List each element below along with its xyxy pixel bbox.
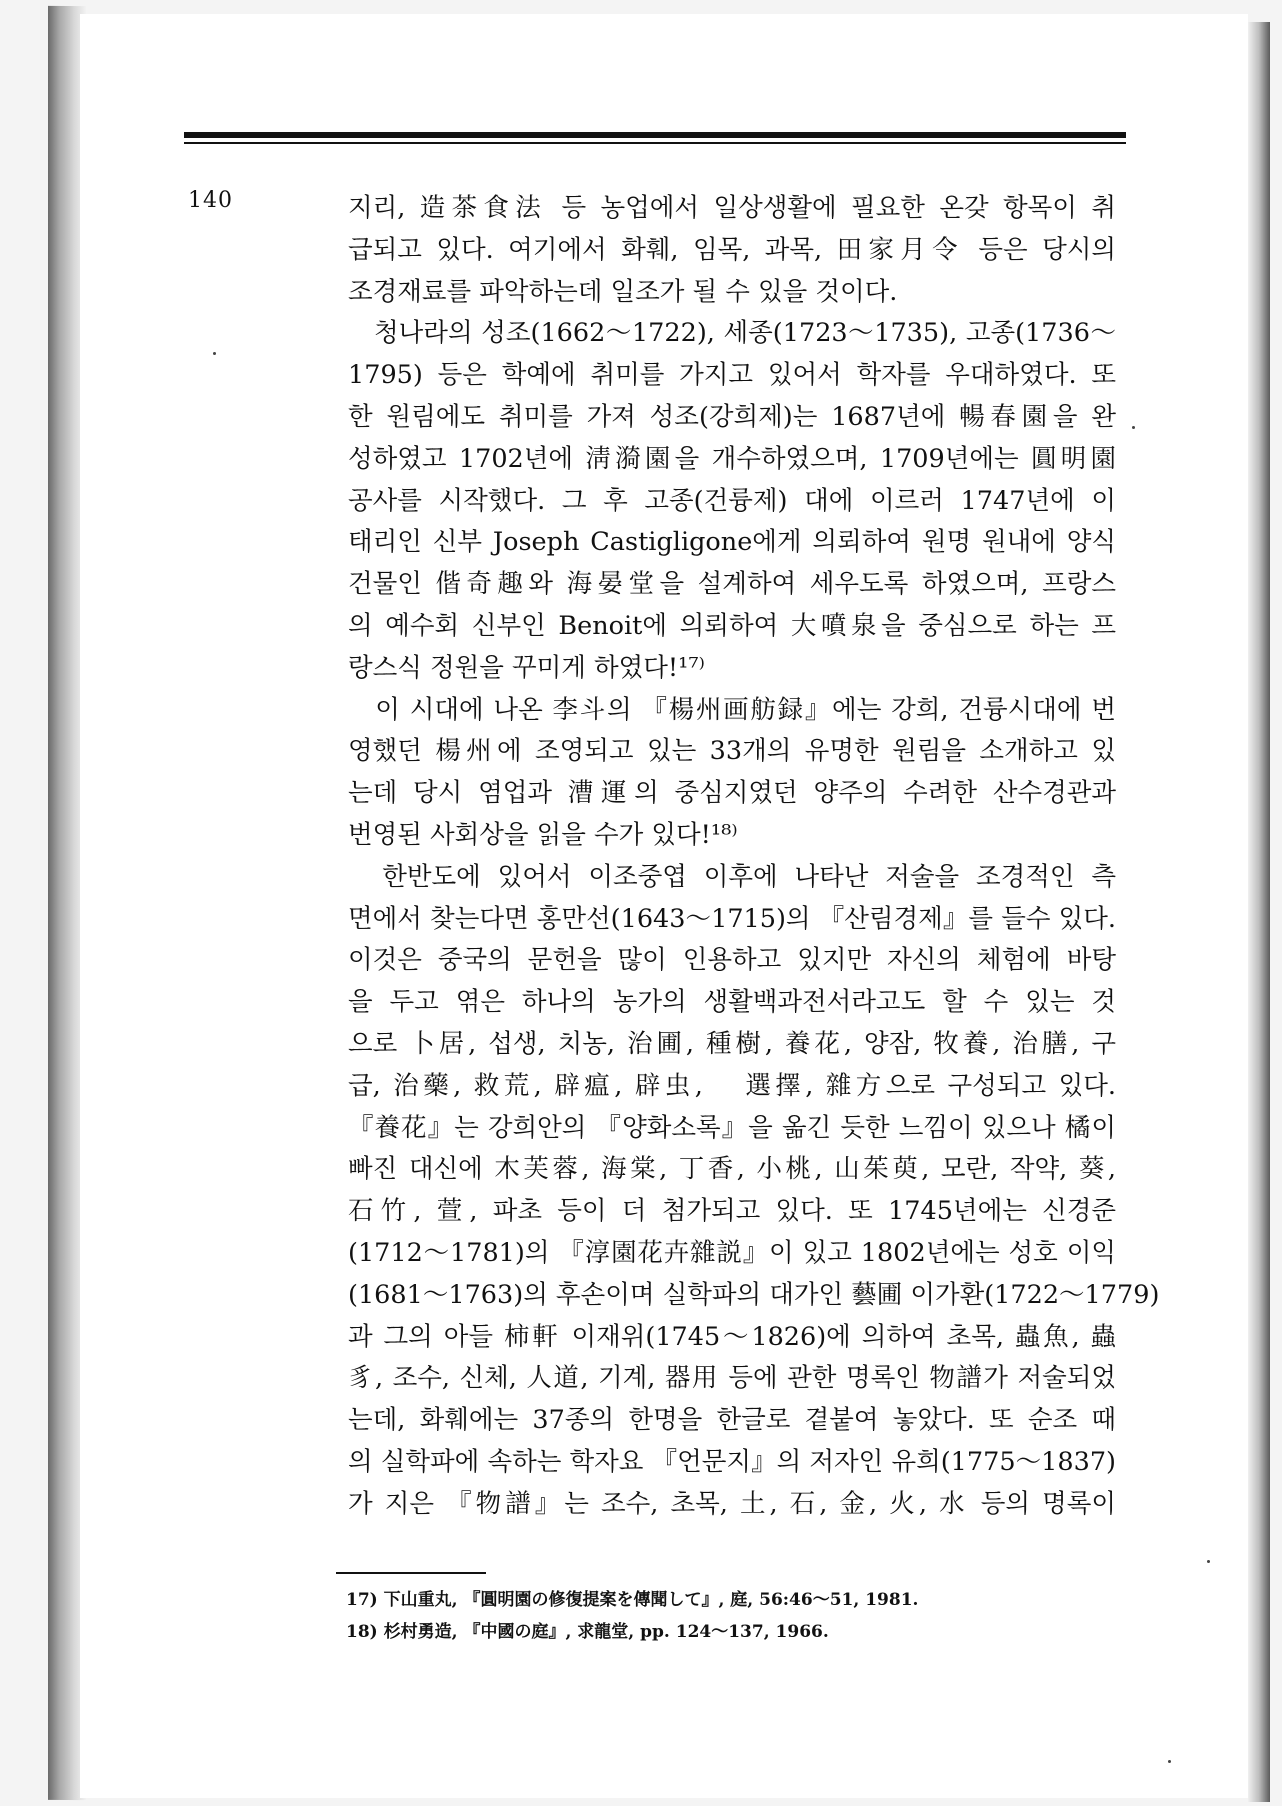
text-line: 급되고 있다. 여기에서 화훼, 임목, 과목, 田家月令 등은 당시의: [348, 234, 1116, 265]
text-line: 영했던 楊州에 조영되고 있는 33개의 유명한 원림을 소개하고 있: [348, 736, 1116, 767]
text-line: 으로 卜居, 섭생, 치농, 治圃, 種樹, 養花, 양잠, 牧養, 治膳, 구: [348, 1028, 1116, 1059]
footnote-line: 17) 下山重丸, 『圓明園の修復提案を傳聞して』, 庭, 56:46～51, 1981.: [346, 1590, 919, 1610]
scan-speck: [1132, 426, 1135, 429]
text-line: 한 원림에도 취미를 가져 성조(강희제)는 1687년에 暢春園을 완: [348, 401, 1116, 432]
text-line: 을 두고 엮은 하나의 농가의 생활백과전서라고도 할 수 있는 것: [348, 987, 1116, 1018]
text-line: 건물인 偕奇趣와 海晏堂을 설계하여 세우도록 하였으며, 프랑스: [348, 569, 1116, 600]
scan-speck: [1207, 1560, 1210, 1563]
text-line: 과 그의 아들 柿軒 이재위(1745～1826)에 의하여 초목, 蟲魚, 蟲: [348, 1321, 1116, 1352]
body-text: [348, 188, 1160, 1526]
text-line: 의 예수회 신부인 Benoit에 의뢰하여 大噴泉을 중심으로 하는 프: [348, 610, 1116, 641]
text-line: 의 실학파에 속하는 학자요 『언문지』의 저자인 유희(1775～1837): [348, 1446, 1116, 1477]
text-line: 청나라의 성조(1662～1722), 세종(1723～1735), 고종(1736～: [348, 318, 1116, 349]
book-edge-shadow: [1248, 22, 1270, 1802]
text-line: 는데 당시 염업과 漕運의 중심지였던 양주의 수려한 산수경관과: [348, 778, 1116, 809]
text-line: (1712～1781)의 『淳園花卉雜説』이 있고 1802년에는 성호 이익: [348, 1237, 1116, 1268]
text-line: 공사를 시작했다. 그 후 고종(건륭제) 대에 이르러 1747년에 이: [348, 485, 1116, 516]
text-line: 이것은 중국의 문헌을 많이 인용하고 있지만 자신의 체험에 바탕: [348, 945, 1116, 976]
footnote-line: 18) 杉村勇造, 『中國の庭』, 求龍堂, pp. 124～137, 1966.: [346, 1622, 829, 1642]
footnotes: [346, 1584, 1106, 1648]
text-line: 한반도에 있어서 이조중엽 이후에 나타난 저술을 조경적인 측: [348, 861, 1116, 892]
text-line: 『養花』는 강희안의 『양화소록』을 옮긴 듯한 느낌이 있으나 橘이: [348, 1112, 1116, 1143]
text-line: 石竹, 萱, 파초 등이 더 첨가되고 있다. 또 1745년에는 신경준: [348, 1196, 1116, 1227]
scan-speck: [1168, 1760, 1171, 1763]
header-rule-thin: [184, 142, 1126, 144]
text-line: 조경재료를 파악하는데 일조가 될 수 있을 것이다.: [348, 276, 898, 307]
text-line: 성하였고 1702년에 淸漪園을 개수하였으며, 1709년에는 圓明園: [348, 443, 1116, 474]
text-line: 지리, 造茶食法 등 농업에서 일상생활에 필요한 온갖 항목이 취: [348, 193, 1116, 223]
header-rule-thick: [184, 132, 1126, 138]
text-line: 는데, 화훼에는 37종의 한명을 한글로 곁붙여 놓았다. 또 순조 때: [348, 1405, 1116, 1436]
text-line: 면에서 찾는다면 홍만선(1643～1715)의 『산림경제』를 들수 있다.: [348, 903, 1116, 934]
text-line: 1795) 등은 학예에 취미를 가지고 있어서 학자를 우대하였다. 또: [348, 360, 1116, 391]
footnote-rule: [336, 1572, 486, 1574]
text-line: 태리인 신부 Joseph Castigligone에게 의뢰하여 원명 원내에 양식: [348, 527, 1116, 558]
scan-speck: [213, 352, 216, 355]
page-number: 140: [188, 188, 233, 213]
text-line: 豸, 조수, 신체, 人道, 기계, 器用 등에 관한 명록인 物譜가 저술되었: [348, 1363, 1116, 1394]
text-line: 이 시대에 나온 李斗의 『楊州画舫録』에는 강희, 건륭시대에 번: [348, 694, 1116, 725]
text-line: 가 지은 『物譜』는 조수, 초목, 土, 石, 金, 火, 水 등의 명록이: [348, 1488, 1116, 1519]
text-line: 빠진 대신에 木芙蓉, 海棠, 丁香, 小桃, 山茱萸, 모란, 작약, 葵,: [348, 1154, 1116, 1185]
text-line: 랑스식 정원을 꾸미게 하였다!¹⁷⁾: [348, 652, 705, 683]
text-line: 번영된 사회상을 읽을 수가 있다!¹⁸⁾: [348, 819, 738, 850]
text-line: (1681～1763)의 후손이며 실학파의 대가인 藝圃 이가환(1722～1779): [348, 1279, 1160, 1310]
text-line: 급, 治藥, 救荒, 辟瘟, 辟虫, 選擇, 雜方으로 구성되고 있다.: [348, 1070, 1116, 1101]
